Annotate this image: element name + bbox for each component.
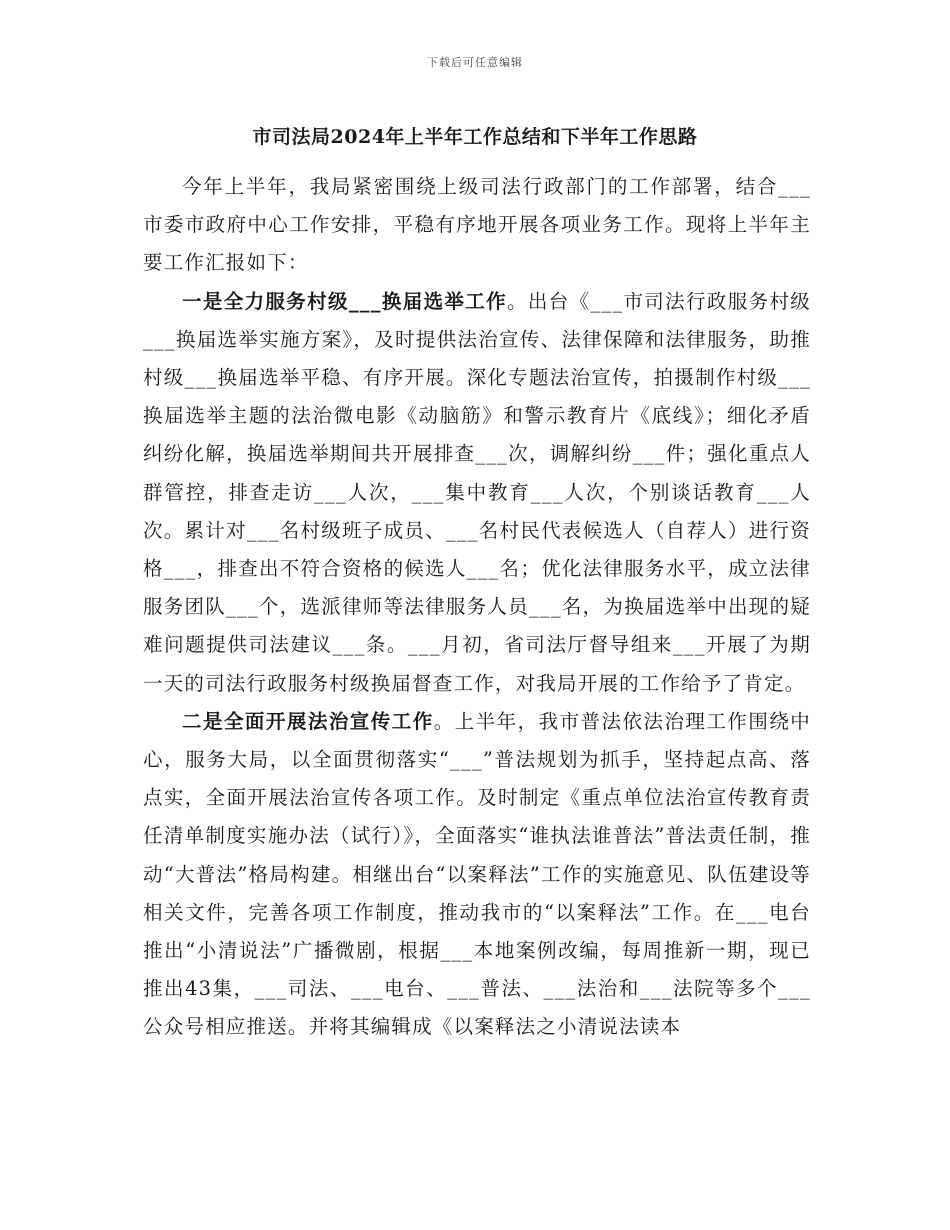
section2-body: 。上半年，我市普法依法治理工作围绕中心，服务大局，以全面贯彻落实“___”普法规划为抓手，坚持起点高、落点实，全面开展法治宣传各项工作。及时制定《重点单位法治宣传教育责任清单制度实施办法（试行）》，全面落实“谁执法谁普法”普法责任制，推动“大普法”格局构建。相继出台“以案释法”工作的实施意见、队伍建设等相关文件，完善各项工作制度，推动我市的“以案释法”工作。在___电台推出“小清说法”广播微剧，根据___本地案例改编，每周推新一期，现已推出43集，___司法、___电台、___普法、___法治和___法院等多个___公众号相应推送。并将其编辑成《以案释法之小清说法读本	[143, 709, 811, 1039]
page-header-note: 下载后可任意编辑	[427, 56, 523, 69]
section2-paragraph	[143, 703, 811, 1047]
document-body	[143, 168, 811, 1047]
section1-body: 。出台《___市司法行政服务村级___换届选举实施方案》，及时提供法治宣传、法律保障和法律服务，助推村级___换届选举平稳、有序开展。深化专题法治宣传，拍摄制作村级___换届选举主题的法治微电影《动脑筋》和警示教育片《底线》；细化矛盾纠纷化解，换届选举期间共开展排查___次，调解纠纷___件；强化重点人群管控，排查走访___人次，___集中教育___人次，个别谈话教育___人次。累计对___名村级班子成员、___名村民代表候选人（自荐人）进行资格___，排查出不符合资格的候选人___名；优化法律服务水平，成立法律服务团队___个，选派律师等法律服务人员___名，为换届选举中出现的疑难问题提供司法建议___条。___月初，省司法厅督导组来___开展了为期一天的司法行政服务村级换届督查工作，对我局开展的工作给予了肯定。	[143, 289, 812, 695]
intro-paragraph: 今年上半年，我局紧密围绕上级司法行政部门的工作部署，结合___市委市政府中心工作安排，平稳有序地开展各项业务工作。现将上半年主要工作汇报如下：	[143, 175, 811, 275]
section1-paragraph	[143, 283, 811, 703]
section2-lead: 二是全面开展法治宣传工作	[182, 709, 434, 733]
document-title: 市司法局2024年上半年工作总结和下半年工作思路	[252, 126, 698, 148]
section1-lead: 一是全力服务村级___换届选举工作	[182, 289, 508, 313]
